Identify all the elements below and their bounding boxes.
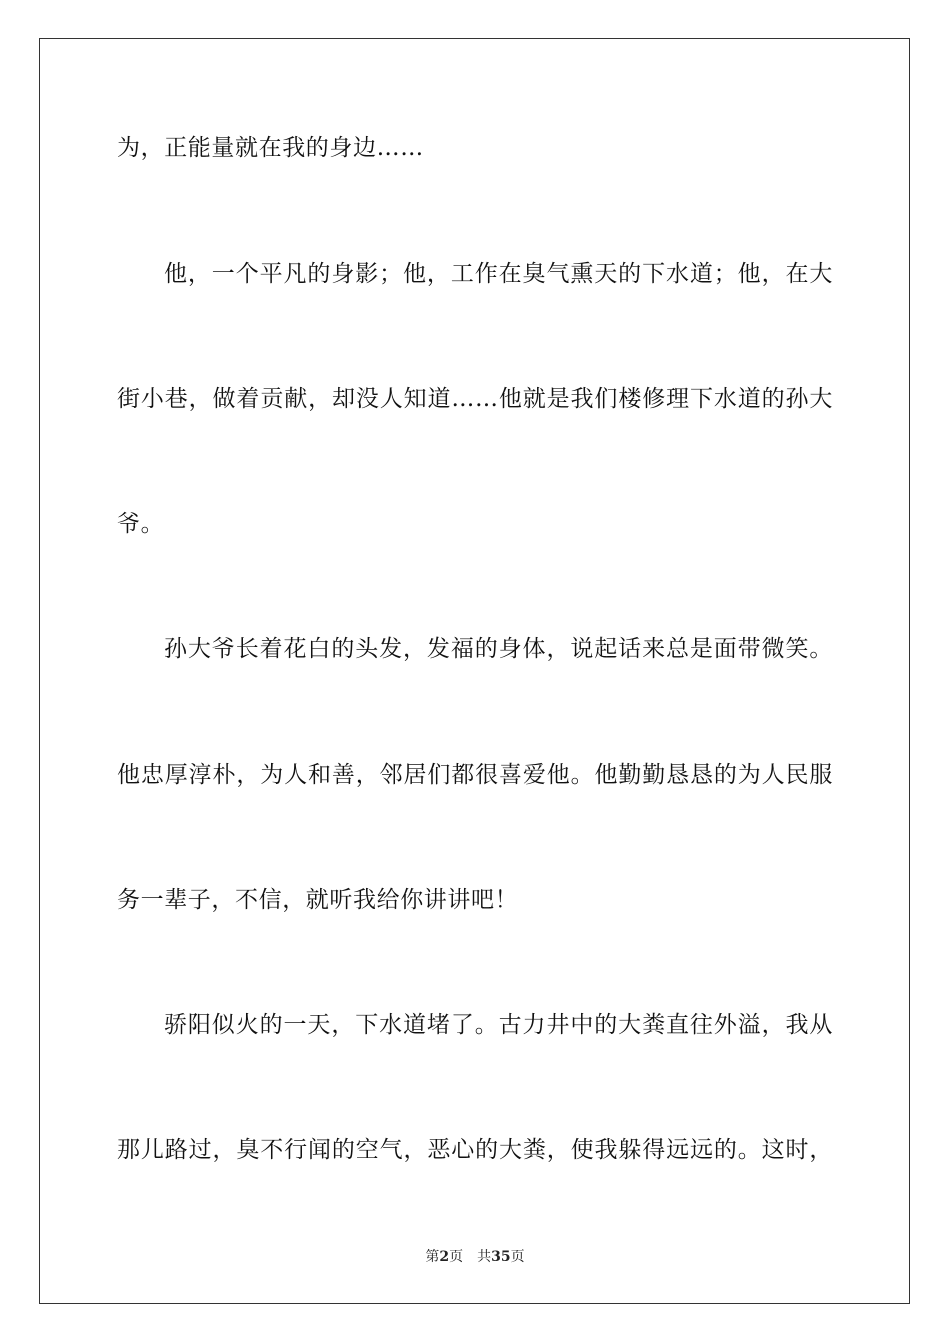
total-pages: 35 — [491, 1249, 511, 1265]
page-prefix: 第 — [425, 1249, 440, 1265]
text-line-4: 爷。 — [117, 511, 165, 537]
page-border — [39, 38, 910, 1304]
text-line-7: 务一辈子，不信，就听我给你讲讲吧！ — [117, 887, 519, 913]
text-line-1: 为，正能量就在我的身边…… — [117, 135, 424, 161]
total-prefix: 共 — [477, 1249, 492, 1265]
text-line-9: 那儿路过，臭不行闻的空气，恶心的大粪，使我躲得远远的。这时， — [117, 1137, 833, 1163]
total-suffix: 页 — [510, 1249, 525, 1265]
text-line-8: 骄阳似火的一天，下水道堵了。古力井中的大粪直往外溢，我从 — [164, 1012, 833, 1038]
text-line-5: 孙大爷长着花白的头发，发福的身体，说起话来总是面带微笑。 — [164, 636, 833, 662]
page-suffix: 页 — [449, 1249, 464, 1265]
text-line-3: 街小巷，做着贡献，却没人知道……他就是我们楼修理下水道的孙大 — [117, 386, 833, 412]
page-number: 2 — [439, 1249, 450, 1265]
page-footer — [0, 1248, 950, 1266]
text-line-6: 他忠厚淳朴，为人和善，邻居们都很喜爱他。他勤勤恳恳的为人民服 — [117, 762, 833, 788]
text-line-2: 他，一个平凡的身影；他，工作在臭气熏天的下水道；他，在大 — [164, 261, 833, 287]
